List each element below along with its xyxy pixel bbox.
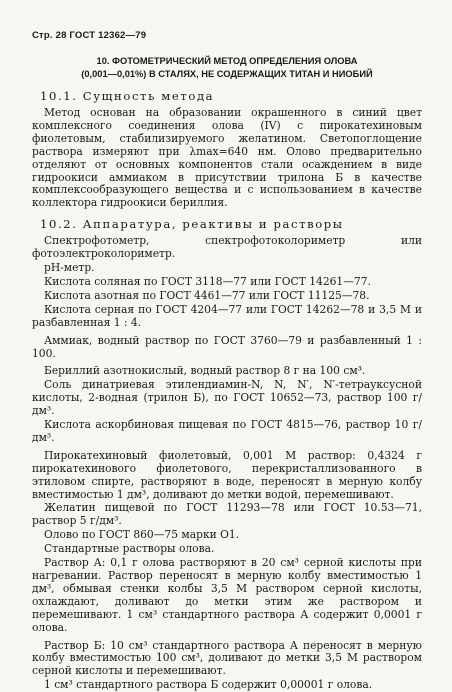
item-beryllium-nitrate: Бериллий азотнокислый, водный раствор 8 г на 100 см³.: [44, 364, 366, 378]
item-gelatin: Желатин пищевой по ГОСТ 11293—78 или ГОСТ 10.53—71, раствор 5 г/дм³.: [32, 501, 422, 528]
method-summary-paragraph: Метод основан на образовании окрашенного в синий цвет комплексного соединения олова (IV) с пирокатехиновым фиолетовым, стабилизируемого желатином. Светопоглощение раствора измеряют при λmax=640 нм. Олово предварительно отделяют от основных компонентов стали осаждением в виде гидроокиси аммиаком в присутствии трилона Б в качестве комплексообразующего вещества и с использованием в качестве коллектора гидроокиси бериллия.: [32, 106, 422, 210]
item-ammonia: Аммиак, водный раствор по ГОСТ 3760—79 и разбавленный 1 : 100.: [32, 333, 422, 360]
item-solution-a: Раствор А: 0,1 г олова растворяют в 20 см³ серной кислоты при нагревании. Раствор переносят в мерную колбу вместимостью 1 дм³, обмывая стенки колбы 3,5 М раствором серной кислоты, охлаждают, доливают до метки этим же раствором и перемешивают. 1 см³ стандартного раствора А содержит 0,0001 г олова.: [32, 556, 422, 634]
subsection-heading-2: 10.2. Аппаратура, реактивы и растворы: [40, 217, 344, 232]
item-hydrochloric-acid: Кислота соляная по ГОСТ 3118—77 или ГОСТ 14261—77.: [44, 274, 371, 288]
item-trilon-b: Соль динатриевая этилендиамин-N, N, N′, N′-тетрауксусной кислоты, 2-водная (трилон Б), по ГОСТ 10652—73, раствор 100 г/дм³.: [32, 378, 422, 418]
item-pyrocatechol-violet: Пирокатехиновый фиолетовый, 0,001 М раствор: 0,4324 г пирокатехинового фиолетового, перекристаллизованного в этиловом спирте, растворяют в воде, переносят в мерную колбу вместимостью 1 дм³, доливают до метки водой, перемешивают.: [32, 448, 422, 501]
running-head: Стр. 28 ГОСТ 12362—79: [32, 30, 147, 41]
item-sulfuric-acid: Кислота серная по ГОСТ 4204—77 или ГОСТ 14262—78 и 3,5 М и разбавленная 1 : 4.: [32, 302, 422, 329]
item-standard-solutions: Стандартные растворы олова.: [44, 542, 215, 556]
item-tin-metal: Олово по ГОСТ 860—75 марки О1.: [44, 528, 240, 542]
subsection-heading-1: 10.1. Сущность метода: [40, 89, 215, 103]
item-solution-b: Раствор Б: 10 см³ стандартного раствора А переносят в мерную колбу вместимостью 100 см³, доливают до метки 3,5 М раствором серной кислоты и перемешивают.: [32, 638, 422, 678]
item-spectrophotometer: Спектрофотометр, спектрофотоколориметр или фотоэлектроколориметр.: [32, 234, 422, 261]
item-solution-b-content: 1 см³ стандартного раствора Б содержит 0,00001 г олова.: [44, 678, 373, 692]
section-title-line-2: (0,001—0,01%) В СТАЛЯХ, НЕ СОДЕРЖАЩИХ ТИТАН И НИОБИЙ: [81, 69, 373, 79]
item-ascorbic-acid: Кислота аскорбиновая пищевая по ГОСТ 4815—76, раствор 10 г/дм³.: [32, 418, 422, 444]
item-nitric-acid: Кислота азотная по ГОСТ 4461—77 или ГОСТ 11125—78.: [44, 288, 370, 302]
item-ph-meter: рН-метр.: [44, 261, 95, 275]
section-title-line-1: 10. ФОТОМЕТРИЧЕСКИЙ МЕТОД ОПРЕДЕЛЕНИЯ ОЛОВА: [96, 56, 358, 66]
section-title: [32, 55, 422, 81]
